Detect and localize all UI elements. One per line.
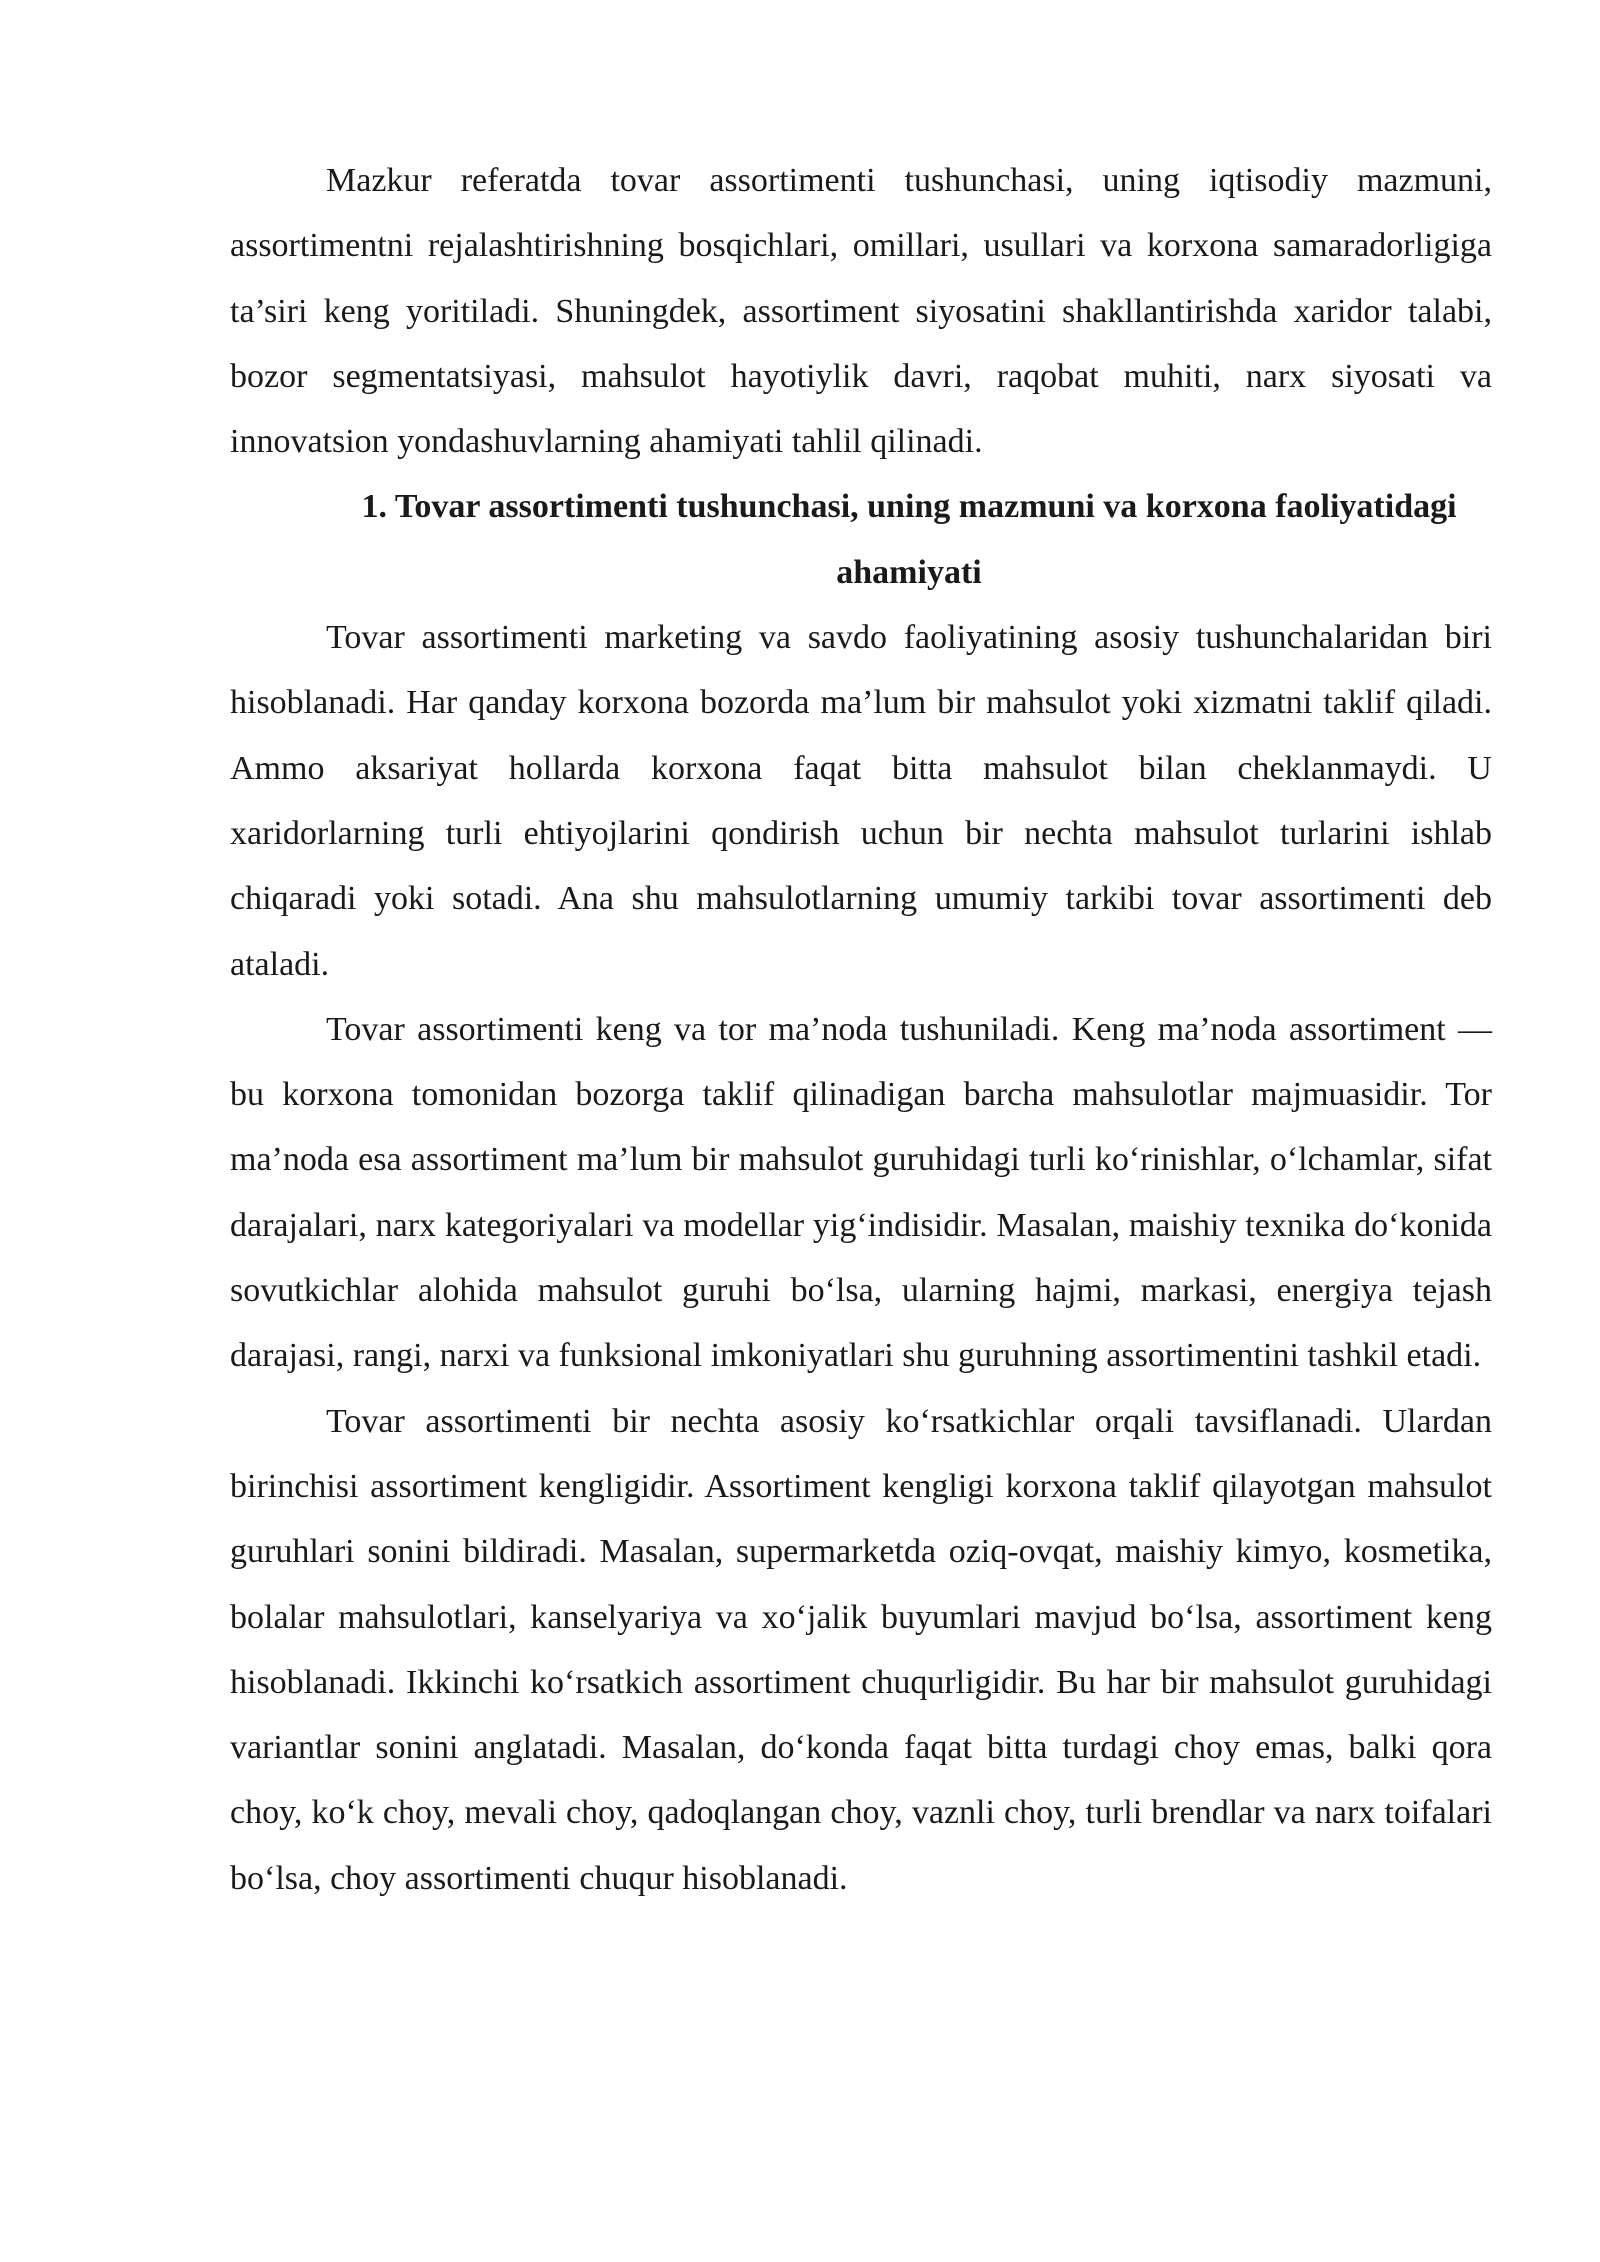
body-paragraph-2: Tovar assortimenti keng va tor ma’noda tushuniladi. Keng ma’noda assortiment — bu korxona tomonidan bozorga taklif qilinadigan barcha mahsulotlar majmuasidir. Tor ma’noda esa assortiment ma’lum bir mahsulot guruhidagi turli ko‘rinishlar, o‘lchamlar, sifat darajalari, narx kategoriyalari va modellar yig‘indisidir. Masalan, maishiy texnika do‘konida sovutkichlar alohida mahsulot guruhi bo‘lsa, ularning hajmi, markasi, energiya tejash darajasi, rangi, narxi va funksional imkoniyatlari shu guruhning assortimentini tashkil etadi.	[230, 1010, 1492, 1375]
body-paragraph-1: Tovar assortimenti marketing va savdo faoliyatining asosiy tushunchalaridan biri hisoblanadi. Har qanday korxona bozorda ma’lum bir mahsulot yoki xizmatni taklif qiladi. Ammo aksariyat hollarda korxona faqat bitta mahsulot bilan cheklanmaydi. U xaridorlarning turli ehtiyojlarini qondirish uchun bir nechta mahsulot turlarini ishlab chiqaradi yoki sotadi. Ana shu mahsulotlarning umumiy tarkibi tovar assortimenti deb ataladi.	[230, 619, 1492, 983]
intro-paragraph: Mazkur referatda tovar assortimenti tushunchasi, uning iqtisodiy mazmuni, assortimentni rejalashtirishning bosqichlari, omillari, usullari va korxona samaradorligiga ta’siri keng yoritiladi. Shuningdek, assortiment siyosatini shakllantirishda xaridor talabi, bozor segmentatsiyasi, mahsulot hayotiylik davri, raqobat muhiti, narx siyosati va innovatsion yondashuvlarning ahamiyati tahlil qilinadi.	[230, 162, 1492, 461]
document-body	[230, 148, 1492, 1911]
body-paragraph-3: Tovar assortimenti bir nechta asosiy ko‘rsatkichlar orqali tavsiflanadi. Ulardan birinchisi assortiment kengligidir. Assortiment kengligi korxona taklif qilayotgan mahsulot guruhlari sonini bildiradi. Masalan, supermarketda oziq-ovqat, maishiy kimyo, kosmetika, bolalar mahsulotlari, kanselyariya va xo‘jalik buyumlari mavjud bo‘lsa, assortiment keng hisoblanadi. Ikkinchi ko‘rsatkich assortiment chuqurligidir. Bu har bir mahsulot guruhidagi variantlar sonini anglatadi. Masalan, do‘konda faqat bitta turdagi choy emas, balki qora choy, ko‘k choy, mevali choy, qadoqlangan choy, vaznli choy, turli brendlar va narx toifalari bo‘lsa, choy assortimenti chuqur hisoblanadi.	[230, 1402, 1492, 1897]
section-heading: 1. Tovar assortimenti tushunchasi, uning mazmuni va korxona faoliyatidagi ahamiyati	[361, 488, 1457, 591]
